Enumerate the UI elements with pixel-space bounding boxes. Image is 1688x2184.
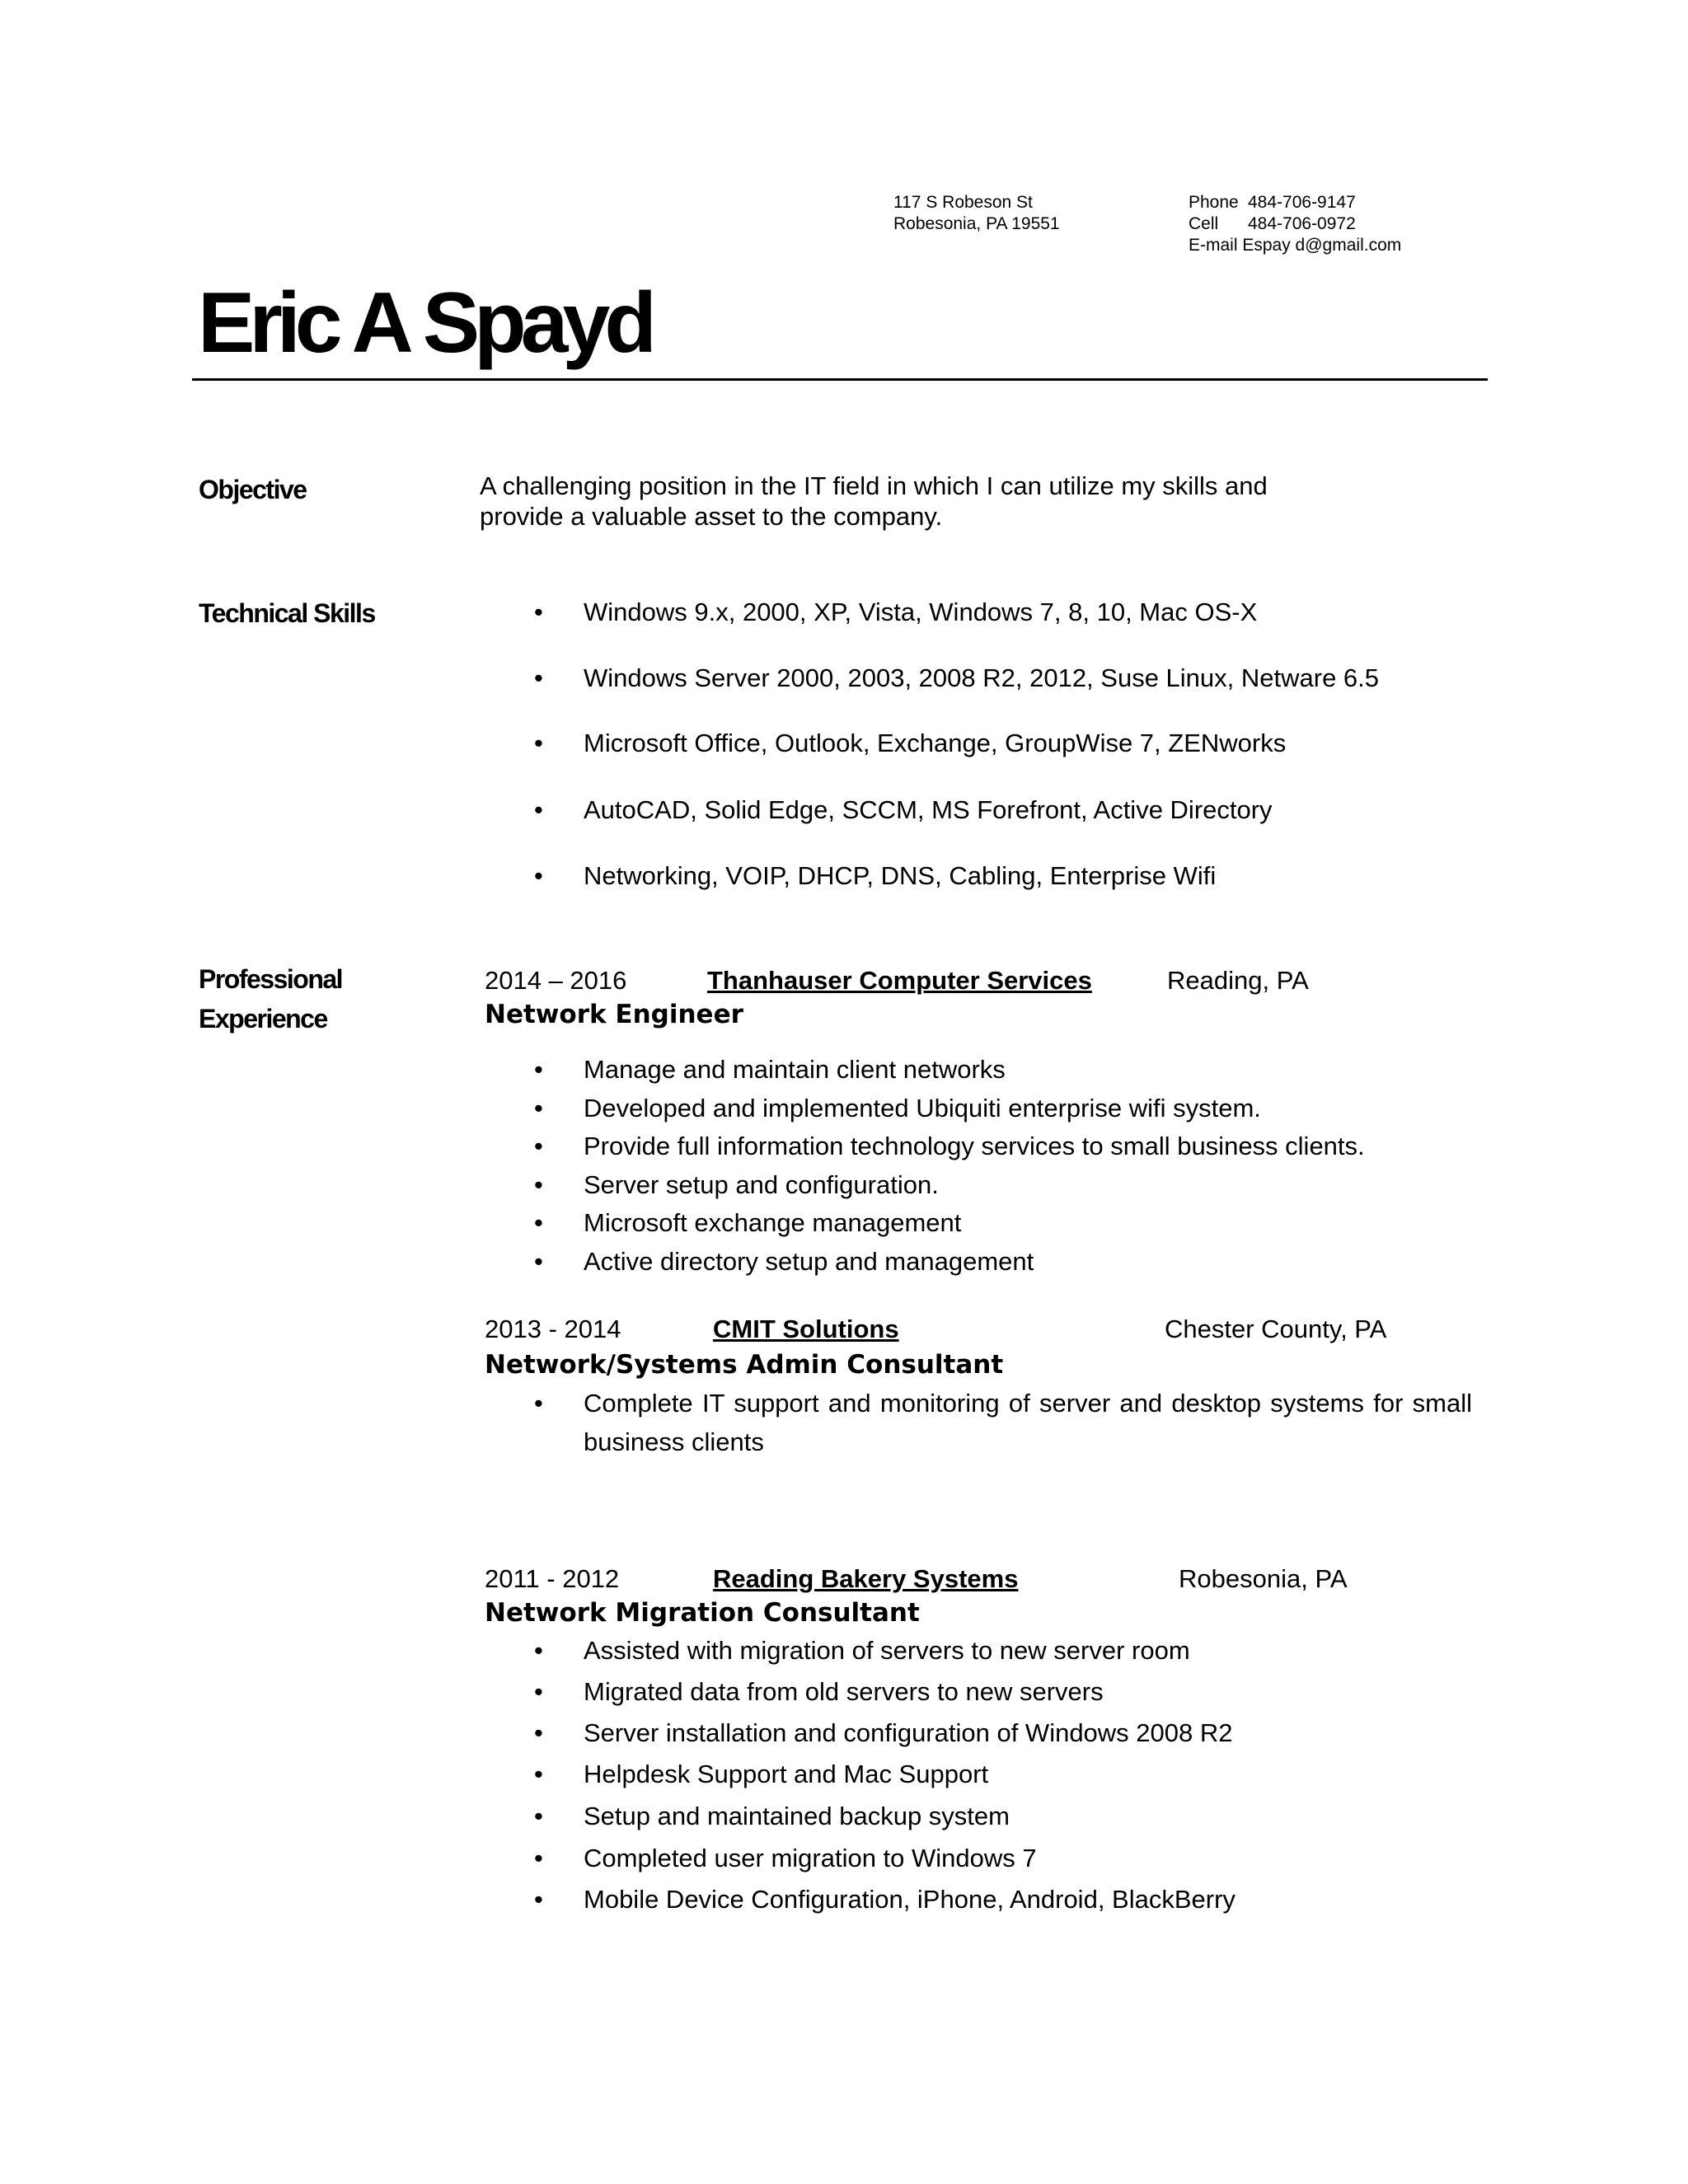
bullet-icon: •: [534, 1094, 543, 1122]
candidate-name: Eric A Spayd: [198, 275, 651, 371]
address-line-2: Robesonia, PA 19551: [893, 214, 1060, 233]
bullet-icon: •: [534, 1844, 543, 1872]
job-location: Chester County, PA: [1165, 1315, 1387, 1343]
email-value[interactable]: Espay d@gmail.com: [1242, 236, 1402, 255]
job-duty: Complete IT support and monitoring of server and desktop systems for small business clients: [584, 1389, 1472, 1456]
bullet-icon: •: [534, 1389, 543, 1418]
skill-text: Windows Server 2000, 2003, 2008 R2, 2012, Suse Linux, Netware 6.5: [584, 663, 1380, 692]
job-company: CMIT Solutions: [713, 1315, 899, 1343]
skill-text: AutoCAD, Solid Edge, SCCM, MS Forefront, Active Directory: [584, 795, 1273, 824]
bullet-icon: •: [534, 1636, 543, 1665]
job-title: Network/Systems Admin Consultant: [485, 1350, 1004, 1380]
job-duty: Server setup and configuration.: [584, 1170, 939, 1199]
job-duty: Active directory setup and management: [584, 1247, 1034, 1276]
job-duty: Migrated data from old servers to new servers: [584, 1677, 1104, 1706]
job-duty: Provide full information technology services to small business clients.: [584, 1132, 1365, 1160]
bullet-icon: •: [534, 1247, 543, 1276]
job-duty: Developed and implemented Ubiquiti enterprise wifi system.: [584, 1094, 1261, 1122]
address-block: [893, 192, 1060, 235]
phone-block: [1189, 192, 1401, 256]
bullet-icon: •: [534, 861, 543, 890]
email-label: E-mail: [1189, 236, 1238, 255]
bullet-icon: •: [534, 795, 543, 824]
skill-text: Windows 9.x, 2000, XP, Vista, Windows 7, 8, 10, Mac OS-X: [584, 598, 1258, 626]
bullet-icon: •: [534, 598, 543, 626]
job-duty: Server installation and configuration of Windows 2008 R2: [584, 1718, 1233, 1747]
phone-label: Phone: [1189, 193, 1239, 212]
cell-label: Cell: [1189, 214, 1219, 233]
bullet-icon: •: [534, 1802, 543, 1830]
bullet-icon: •: [534, 1055, 543, 1084]
objective-text: [480, 471, 1268, 532]
phone-value: 484-706-9147: [1248, 193, 1356, 212]
job-duty: Setup and maintained backup system: [584, 1802, 1010, 1830]
job-duty: Completed user migration to Windows 7: [584, 1844, 1037, 1872]
job-duty: Mobile Device Configuration, iPhone, Android, BlackBerry: [584, 1885, 1236, 1914]
objective-line-2: provide a valuable asset to the company.: [480, 502, 943, 531]
header-divider: [192, 378, 1488, 381]
objective-line-1: A challenging position in the IT field in which I can utilize my skills and: [480, 471, 1268, 500]
job-dates: 2013 - 2014: [485, 1315, 621, 1343]
job-company: Thanhauser Computer Services: [707, 966, 1092, 995]
job-title: Network Engineer: [485, 1000, 743, 1029]
bullet-icon: •: [534, 729, 543, 757]
experience-label-line-1: Professional: [199, 964, 343, 994]
job-duty: Assisted with migration of servers to new server room: [584, 1636, 1190, 1665]
job-location: Robesonia, PA: [1179, 1564, 1348, 1593]
experience-label-line-2: Experience: [199, 1004, 327, 1033]
bullet-icon: •: [534, 1885, 543, 1914]
bullet-icon: •: [534, 1718, 543, 1747]
cell-value: 484-706-0972: [1248, 214, 1356, 233]
bullet-icon: •: [534, 1677, 543, 1706]
technical-skills-label: Technical Skills: [199, 598, 375, 628]
job-duty: Microsoft exchange management: [584, 1208, 962, 1237]
email-row: [1189, 235, 1401, 256]
job-duty: Manage and maintain client networks: [584, 1055, 1006, 1084]
job-duty: Helpdesk Support and Mac Support: [584, 1760, 989, 1788]
bullet-icon: •: [534, 1760, 543, 1788]
phone-row: [1189, 192, 1401, 213]
job-location: Reading, PA: [1167, 966, 1309, 995]
objective-label: Objective: [199, 475, 307, 504]
cell-row: [1189, 213, 1401, 235]
bullet-icon: •: [534, 1170, 543, 1199]
address-line-1: 117 S Robeson St: [893, 193, 1033, 212]
job-dates: 2014 – 2016: [485, 966, 627, 995]
skill-text: Networking, VOIP, DHCP, DNS, Cabling, Enterprise Wifi: [584, 861, 1217, 890]
bullet-icon: •: [534, 1132, 543, 1160]
bullet-icon: •: [534, 1208, 543, 1237]
job-company: Reading Bakery Systems: [713, 1564, 1019, 1593]
bullet-icon: •: [534, 663, 543, 692]
skill-text: Microsoft Office, Outlook, Exchange, GroupWise 7, ZENworks: [584, 729, 1287, 757]
job-dates: 2011 - 2012: [485, 1564, 620, 1593]
job-title: Network Migration Consultant: [485, 1598, 920, 1628]
